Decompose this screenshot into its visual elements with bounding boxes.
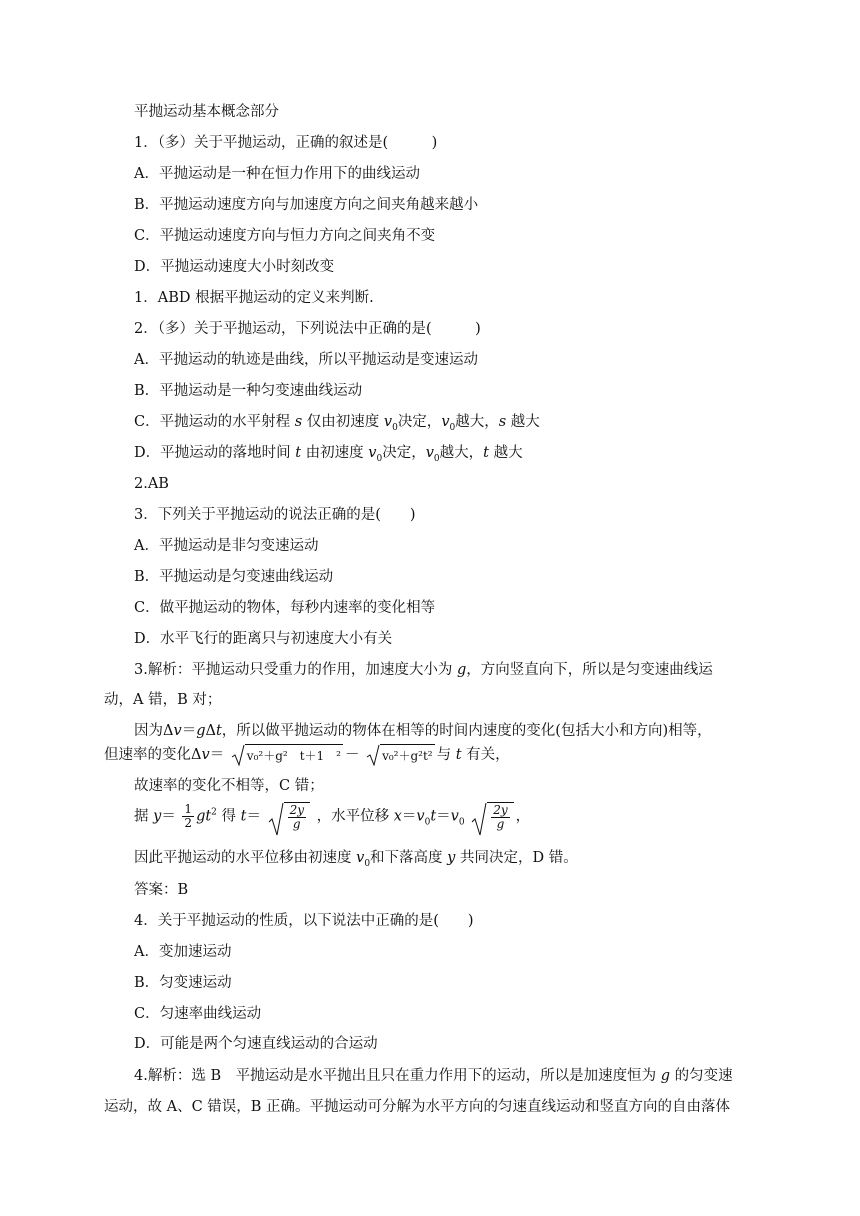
q4-option-a: A．变加速运动 (134, 944, 232, 960)
q1-option-b: B．平抛运动速度方向与加速度方向之间夹角越来越小 (134, 197, 479, 213)
sqrt-2y-over-g-2: $\frac{2y}{g}$ (471, 802, 513, 831)
q2-stem: 2．（多）关于平抛运动，下列说法中正确的是( ) (134, 321, 481, 337)
q1-answer: 1．ABD 根据平抛运动的定义来判断. (134, 290, 374, 306)
q4-option-d: D．可能是两个匀速直线运动的合运动 (134, 1036, 378, 1052)
q2-answer: 2.AB (134, 476, 169, 492)
q4-solution-line2: 运动，故 A、C 错误，B 正确。平抛运动可分解为水平方向的匀速直线运动和竖直方向的自由落体 (104, 1099, 731, 1115)
q3-solution-line5: 故速率的变化不相等，C 错； (134, 778, 324, 794)
q3-solution-line1: 3.解析：平抛运动只受重力的作用，加速度大小为 g，方向竖直向下，所以是匀变速曲线运 (134, 662, 713, 678)
q3-option-d: D．水平飞行的距离只与初速度大小有关 (134, 631, 393, 647)
q2-option-a: A．平抛运动的轨迹是曲线，所以平抛运动是变速运动 (134, 352, 478, 368)
sqrt-2y-over-g: $\frac{2y}{g}$ (268, 802, 310, 831)
q3-option-a: A．平抛运动是非匀变速运动 (134, 538, 319, 554)
sqrt-expression-1: v₀²＋g² t＋1 ² (231, 744, 343, 766)
q4-stem: 4．关于平抛运动的性质，以下说法中正确的是( ) (134, 913, 474, 929)
q3-answer: 答案：B (134, 882, 189, 898)
q1-option-a: A．平抛运动是一种在恒力作用下的曲线运动 (134, 166, 420, 182)
q4-solution-line1: 4.解析：选 B 平抛运动是水平抛出且只在重力作用下的运动，所以是加速度恒为 g 的匀变速 (134, 1068, 733, 1084)
q2-option-d: D．平抛运动的落地时间 t 由初速度 $v_0$决定，$v_0$越大，t 越大 (134, 445, 523, 464)
q4-option-b: B．匀变速运动 (134, 975, 232, 991)
q3-solution-line2: 动，A 错，B 对； (104, 692, 222, 708)
q3-solution-line3: 因为Δv＝gΔt，所以做平抛运动的物体在相等的时间内速度的变化(包括大小和方向)相等， (134, 723, 712, 739)
q2-option-c: C．平抛运动的水平射程 s 仅由初速度 $v_0$决定，$v_0$越大，s 越大 (134, 414, 540, 433)
q3-solution-line4: 但速率的变化Δv＝ v₀²＋g² t＋1 ² － v₀²＋g²t² 与 t 有关， (104, 744, 510, 766)
section-title: 平抛运动基本概念部分 (134, 104, 279, 120)
q3-solution-line7: 因此平抛运动的水平位移由初速度 $v_0$和下落高度 y 共同决定，D 错。 (134, 850, 578, 869)
fraction-one-half: $\frac{1}{2}$ (184, 802, 193, 830)
q1-stem: 1．（多）关于平抛运动，正确的叙述是( ) (134, 135, 438, 151)
q4-option-c: C．匀速率曲线运动 (134, 1006, 262, 1022)
q1-option-c: C．平抛运动速度方向与恒力方向之间夹角不变 (134, 228, 436, 244)
q1-option-d: D．平抛运动速度大小时刻改变 (134, 259, 335, 275)
q3-option-b: B．平抛运动是匀变速曲线运动 (134, 569, 334, 585)
q3-solution-line6: 据 y＝ $\frac{1}{2}$ $gt^2$ 得 t＝ $\frac{2y}{g}$ ，水平位移 $x=v_0t=v_0$ $\frac{2y}{g}$ ， (134, 802, 530, 832)
q2-option-b: B．平抛运动是一种匀变速曲线运动 (134, 383, 363, 399)
sqrt-expression-2: v₀²＋g²t² (366, 744, 435, 766)
q3-stem: 3．下列关于平抛运动的说法正确的是( ) (134, 507, 416, 523)
q3-option-c: C．做平抛运动的物体，每秒内速率的变化相等 (134, 600, 436, 616)
